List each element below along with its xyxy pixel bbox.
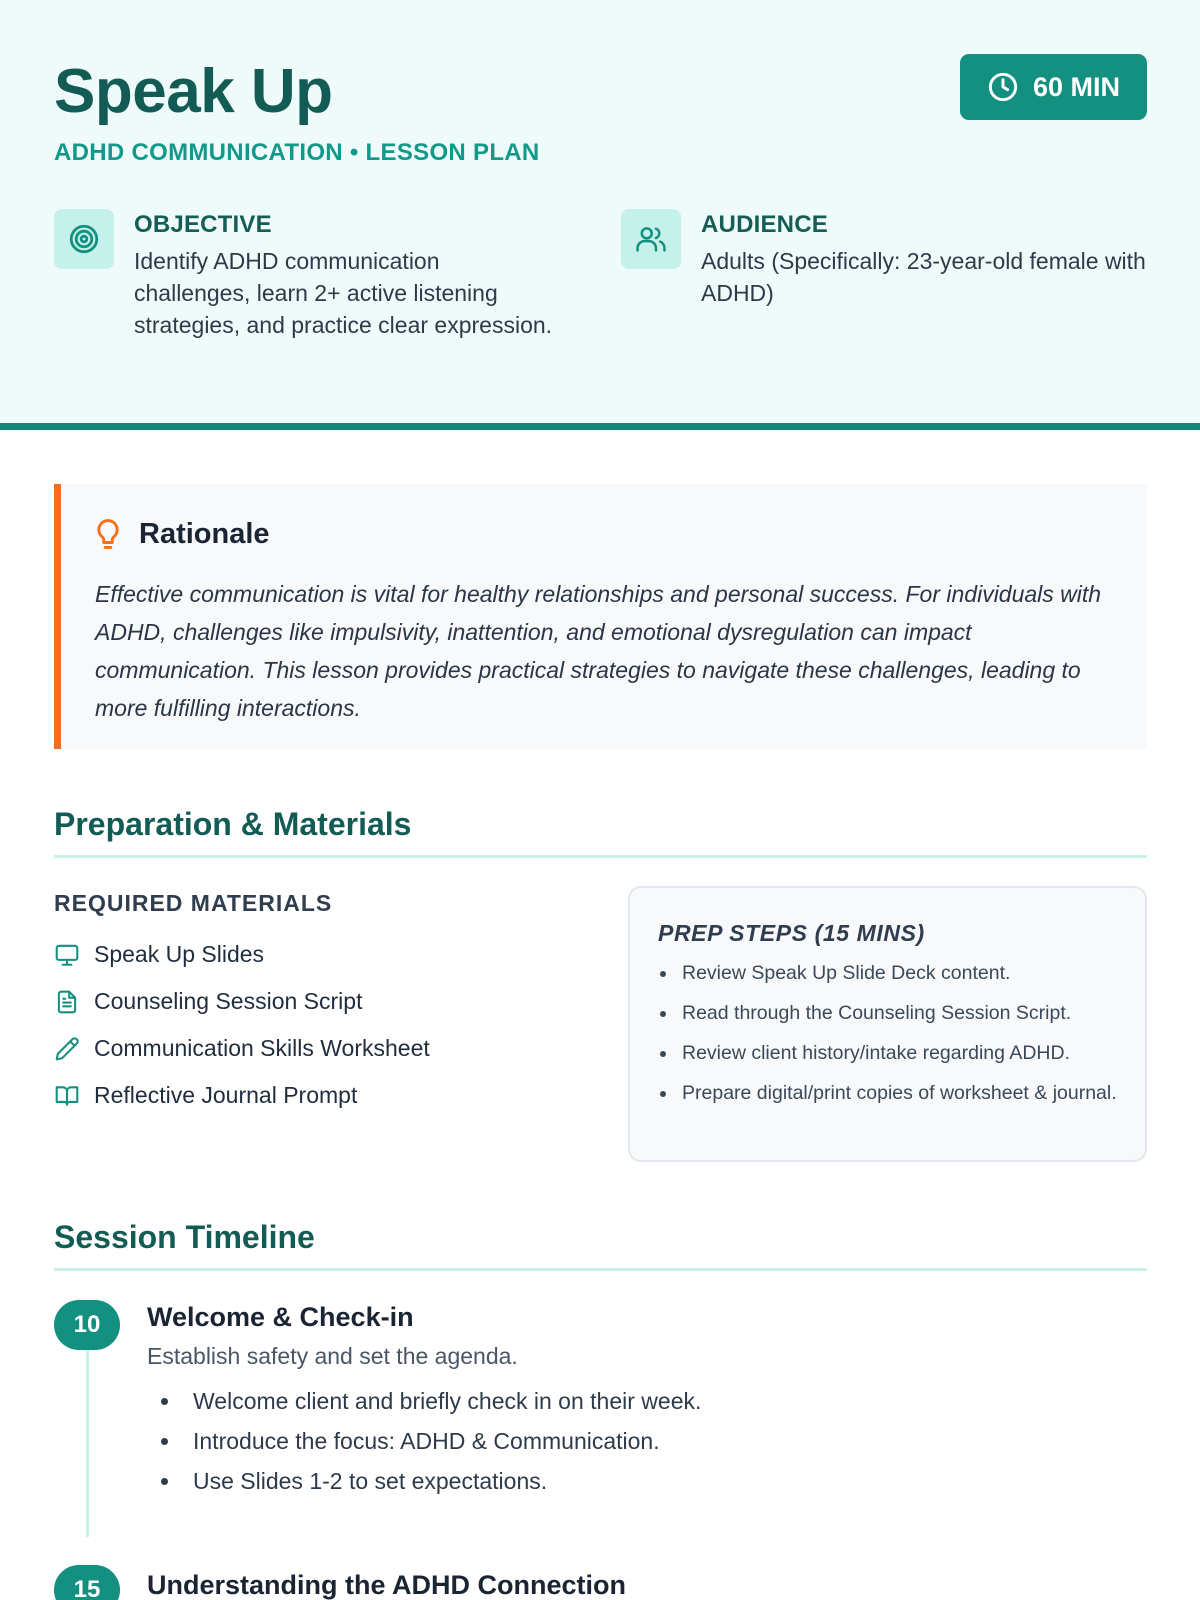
rationale-text: Effective communication is vital for healthy relationships and personal success. For individuals with ADHD, challenges like impulsivity, inattention, and emotional dysregulation can impact communication. This lesson provides practical strategies to navigate these challenges, leading to more fulfilling interactions. (95, 581, 1102, 721)
objective-icon-box (54, 209, 114, 269)
section-divider (54, 855, 1147, 858)
prep-steps-title: PREP STEPS (15 MINS) (658, 920, 925, 946)
timeline-duration-badge: 15 (54, 1565, 120, 1600)
timeline-item-title: Understanding the ADHD Connection (147, 1570, 626, 1600)
rationale-title: Rationale (139, 517, 270, 550)
section-divider (54, 1268, 1147, 1271)
objective-block (54, 209, 554, 341)
timeline-item-title: Welcome & Check-in (147, 1302, 414, 1332)
lightbulb-icon (91, 517, 125, 551)
audience-block (621, 209, 1161, 309)
preparation-heading: Preparation & Materials (54, 806, 412, 842)
prep-steps-list (658, 960, 1118, 1120)
page-subtitle: ADHD COMMUNICATION • LESSON PLAN (54, 139, 540, 166)
list-item: Review client history/intake regarding ADHD. (658, 1040, 1118, 1067)
document-icon (54, 989, 80, 1015)
material-label: Counseling Session Script (94, 988, 363, 1014)
target-icon (67, 222, 101, 256)
audience-text: Adults (Specifically: 23-year-old female with ADHD) (701, 248, 1146, 306)
book-icon (54, 1083, 80, 1109)
materials-list (54, 931, 430, 1119)
page-title: Speak Up (54, 57, 333, 126)
list-item (54, 978, 430, 1025)
lesson-header (0, 0, 1200, 430)
pencil-icon (54, 1036, 80, 1062)
list-item: Use Slides 1-2 to set expectations. (147, 1461, 701, 1501)
rationale-card (54, 484, 1147, 749)
audience-label: AUDIENCE (701, 211, 828, 238)
timeline-item-description: Establish safety and set the agenda. (147, 1343, 518, 1369)
clock-icon (987, 71, 1019, 103)
timeline-connector (86, 1345, 89, 1537)
objective-text: Identify ADHD communication challenges, learn 2+ active listening strategies, and practice clear expression. (134, 248, 553, 338)
users-icon (634, 222, 668, 256)
material-label: Communication Skills Worksheet (94, 1035, 430, 1061)
list-item: Introduce the focus: ADHD & Communication. (147, 1421, 701, 1461)
duration-label: 60 MIN (1032, 71, 1121, 102)
duration-badge (960, 54, 1147, 120)
timeline-heading: Session Timeline (54, 1219, 315, 1255)
list-item: Welcome client and briefly check in on their week. (147, 1381, 701, 1421)
list-item: Prepare digital/print copies of worksheet & journal. (658, 1080, 1118, 1107)
list-item: Review Speak Up Slide Deck content. (658, 960, 1118, 987)
audience-icon-box (621, 209, 681, 269)
list-item (54, 1025, 430, 1072)
material-label: Reflective Journal Prompt (94, 1082, 358, 1108)
prep-steps-card (628, 886, 1147, 1162)
monitor-icon (54, 942, 80, 968)
timeline-duration-badge: 10 (54, 1300, 120, 1350)
list-item: Read through the Counseling Session Script. (658, 1000, 1118, 1027)
timeline-item-points (147, 1381, 701, 1501)
list-item (54, 931, 430, 978)
materials-label: REQUIRED MATERIALS (54, 890, 333, 916)
list-item (54, 1072, 430, 1119)
material-label: Speak Up Slides (94, 941, 265, 967)
objective-label: OBJECTIVE (134, 211, 272, 238)
